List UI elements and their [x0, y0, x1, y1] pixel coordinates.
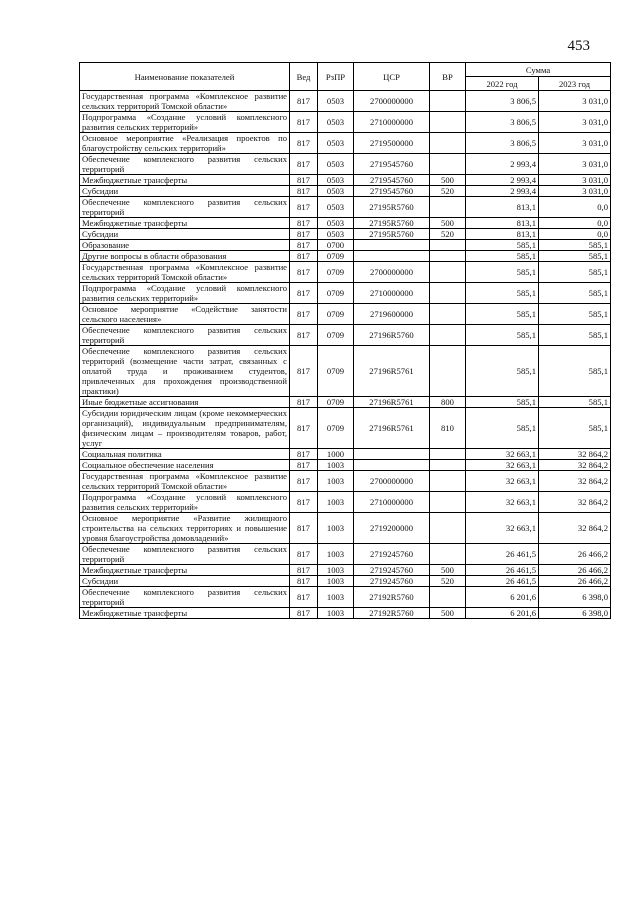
cell-2022: 585,1: [466, 397, 539, 408]
cell-2023: 0,0: [539, 229, 611, 240]
cell-ved: 817: [290, 576, 318, 587]
cell-2022: 2 993,4: [466, 175, 539, 186]
cell-name: Основное мероприятие «Развитие жилищного строительства на сельских территориях и повышение уровня благоустройства домовладений»: [80, 513, 290, 544]
cell-2023: 3 031,0: [539, 112, 611, 133]
cell-ved: 817: [290, 283, 318, 304]
cell-2023: 26 466,2: [539, 544, 611, 565]
cell-rzpr: 0709: [318, 408, 354, 449]
cell-2023: 585,1: [539, 283, 611, 304]
table-row: [80, 240, 611, 251]
cell-csr: 2719600000: [354, 304, 430, 325]
cell-2023: 26 466,2: [539, 565, 611, 576]
cell-csr: 2700000000: [354, 262, 430, 283]
cell-csr: 2710000000: [354, 492, 430, 513]
table-row: [80, 229, 611, 240]
cell-2022: 26 461,5: [466, 544, 539, 565]
cell-name: Социальная политика: [80, 449, 290, 460]
cell-csr: 27196R5761: [354, 397, 430, 408]
cell-vr: [430, 262, 466, 283]
cell-csr: 27192R5760: [354, 608, 430, 619]
budget-table: [79, 62, 611, 619]
cell-ved: 817: [290, 112, 318, 133]
cell-csr: 2700000000: [354, 471, 430, 492]
cell-2023: 3 031,0: [539, 186, 611, 197]
cell-2023: 32 864,2: [539, 460, 611, 471]
table-row: [80, 397, 611, 408]
cell-rzpr: 1003: [318, 544, 354, 565]
cell-vr: [430, 240, 466, 251]
cell-ved: 817: [290, 304, 318, 325]
cell-2022: 32 663,1: [466, 492, 539, 513]
cell-2022: 585,1: [466, 240, 539, 251]
cell-ved: 817: [290, 251, 318, 262]
cell-ved: 817: [290, 449, 318, 460]
cell-ved: 817: [290, 240, 318, 251]
cell-2023: 0,0: [539, 197, 611, 218]
cell-2023: 32 864,2: [539, 471, 611, 492]
cell-csr: [354, 240, 430, 251]
table-row: [80, 304, 611, 325]
cell-2023: 32 864,2: [539, 513, 611, 544]
table-row: [80, 576, 611, 587]
cell-rzpr: 0709: [318, 304, 354, 325]
cell-name: Обеспечение комплексного развития сельских территорий: [80, 544, 290, 565]
cell-rzpr: 1003: [318, 513, 354, 544]
cell-ved: 817: [290, 262, 318, 283]
header-vr: ВР: [430, 63, 466, 91]
table-row: [80, 91, 611, 112]
cell-2022: 32 663,1: [466, 513, 539, 544]
cell-2023: 26 466,2: [539, 576, 611, 587]
cell-vr: 500: [430, 218, 466, 229]
cell-ved: 817: [290, 133, 318, 154]
cell-ved: 817: [290, 346, 318, 397]
cell-ved: 817: [290, 608, 318, 619]
cell-2023: 585,1: [539, 397, 611, 408]
table-row: [80, 218, 611, 229]
cell-name: Основное мероприятие «Реализация проектов по благоустройству сельских территорий»: [80, 133, 290, 154]
cell-name: Межбюджетные трансферты: [80, 608, 290, 619]
table-row: [80, 471, 611, 492]
cell-vr: 810: [430, 408, 466, 449]
table-row: [80, 283, 611, 304]
cell-name: Обеспечение комплексного развития сельских территорий: [80, 587, 290, 608]
table-row: [80, 565, 611, 576]
cell-2022: 26 461,5: [466, 565, 539, 576]
cell-2022: 3 806,5: [466, 112, 539, 133]
cell-2022: 813,1: [466, 218, 539, 229]
cell-2023: 585,1: [539, 251, 611, 262]
cell-rzpr: 0709: [318, 251, 354, 262]
cell-rzpr: 1003: [318, 587, 354, 608]
cell-name: Основное мероприятие «Содействие занятости сельского населения»: [80, 304, 290, 325]
cell-csr: 2710000000: [354, 112, 430, 133]
cell-ved: 817: [290, 471, 318, 492]
cell-vr: [430, 460, 466, 471]
cell-vr: 800: [430, 397, 466, 408]
header-csr: ЦСР: [354, 63, 430, 91]
cell-2022: 6 201,6: [466, 587, 539, 608]
cell-ved: 817: [290, 544, 318, 565]
cell-csr: 2719245760: [354, 565, 430, 576]
cell-2022: 813,1: [466, 197, 539, 218]
cell-ved: 817: [290, 460, 318, 471]
cell-rzpr: 1003: [318, 492, 354, 513]
cell-name: Подпрограмма «Создание условий комплексного развития сельских территорий»: [80, 283, 290, 304]
cell-2022: 6 201,6: [466, 608, 539, 619]
table-row: [80, 513, 611, 544]
cell-2022: 32 663,1: [466, 471, 539, 492]
table-row: [80, 608, 611, 619]
cell-2023: 32 864,2: [539, 449, 611, 460]
cell-ved: 817: [290, 565, 318, 576]
cell-name: Субсидии юридическим лицам (кроме некоммерческих организаций), индивидуальным предпринимателям, физическим лицам – производителям товаров, работ, услуг: [80, 408, 290, 449]
cell-csr: [354, 251, 430, 262]
cell-ved: 817: [290, 408, 318, 449]
cell-csr: 2719245760: [354, 544, 430, 565]
cell-2023: 585,1: [539, 346, 611, 397]
table-row: [80, 325, 611, 346]
cell-name: Государственная программа «Комплексное развитие сельских территорий Томской области»: [80, 471, 290, 492]
cell-csr: [354, 460, 430, 471]
cell-vr: [430, 112, 466, 133]
cell-rzpr: 0503: [318, 91, 354, 112]
cell-name: Межбюджетные трансферты: [80, 565, 290, 576]
cell-name: Государственная программа «Комплексное развитие сельских территорий Томской области»: [80, 91, 290, 112]
cell-ved: 817: [290, 91, 318, 112]
table-row: [80, 449, 611, 460]
cell-2022: 3 806,5: [466, 133, 539, 154]
cell-name: Субсидии: [80, 576, 290, 587]
cell-vr: [430, 513, 466, 544]
cell-csr: 2719545760: [354, 186, 430, 197]
cell-2023: 585,1: [539, 304, 611, 325]
table-row: [80, 186, 611, 197]
table-row: [80, 587, 611, 608]
cell-2023: 585,1: [539, 240, 611, 251]
cell-2022: 585,1: [466, 283, 539, 304]
table-row: [80, 197, 611, 218]
cell-vr: [430, 587, 466, 608]
cell-rzpr: 0503: [318, 112, 354, 133]
cell-ved: 817: [290, 186, 318, 197]
header-2023: 2023 год: [539, 77, 611, 91]
cell-2023: 3 031,0: [539, 154, 611, 175]
cell-rzpr: 1003: [318, 460, 354, 471]
table-row: [80, 262, 611, 283]
cell-rzpr: 0503: [318, 218, 354, 229]
cell-name: Социальное обеспечение населения: [80, 460, 290, 471]
cell-2023: 0,0: [539, 218, 611, 229]
cell-2023: 3 031,0: [539, 133, 611, 154]
cell-2023: 585,1: [539, 262, 611, 283]
cell-name: Государственная программа «Комплексное развитие сельских территорий Томской области»: [80, 262, 290, 283]
table-row: [80, 133, 611, 154]
cell-csr: 27195R5760: [354, 218, 430, 229]
cell-vr: [430, 346, 466, 397]
cell-2022: 3 806,5: [466, 91, 539, 112]
header-row: [80, 63, 611, 77]
cell-name: Обеспечение комплексного развития сельских территорий (возмещение части затрат, связанных с оплатой труда и проживанием студентов, привлеченных для прохождения производственной практики): [80, 346, 290, 397]
cell-rzpr: 1003: [318, 576, 354, 587]
cell-ved: 817: [290, 325, 318, 346]
cell-vr: [430, 91, 466, 112]
page-number: 453: [567, 38, 590, 54]
cell-csr: 2719200000: [354, 513, 430, 544]
cell-2022: 32 663,1: [466, 449, 539, 460]
header-2022: 2022 год: [466, 77, 539, 91]
cell-vr: 500: [430, 608, 466, 619]
cell-name: Иные бюджетные ассигнования: [80, 397, 290, 408]
cell-rzpr: 0709: [318, 325, 354, 346]
header-ved: Вед: [290, 63, 318, 91]
cell-rzpr: 0503: [318, 197, 354, 218]
cell-ved: 817: [290, 154, 318, 175]
cell-rzpr: 1000: [318, 449, 354, 460]
cell-name: Межбюджетные трансферты: [80, 175, 290, 186]
cell-rzpr: 0709: [318, 397, 354, 408]
cell-csr: 27195R5760: [354, 229, 430, 240]
cell-vr: [430, 251, 466, 262]
cell-rzpr: 0709: [318, 262, 354, 283]
cell-vr: [430, 492, 466, 513]
cell-name: Субсидии: [80, 186, 290, 197]
cell-vr: 520: [430, 186, 466, 197]
cell-rzpr: 0503: [318, 229, 354, 240]
cell-2023: 585,1: [539, 325, 611, 346]
cell-vr: [430, 133, 466, 154]
cell-ved: 817: [290, 229, 318, 240]
cell-ved: 817: [290, 218, 318, 229]
cell-2022: 585,1: [466, 325, 539, 346]
cell-vr: [430, 449, 466, 460]
table-body: [80, 91, 611, 619]
cell-name: Субсидии: [80, 229, 290, 240]
table-row: [80, 154, 611, 175]
cell-2022: 585,1: [466, 262, 539, 283]
cell-vr: [430, 197, 466, 218]
cell-ved: 817: [290, 492, 318, 513]
cell-rzpr: 0503: [318, 133, 354, 154]
table-row: [80, 544, 611, 565]
table-row: [80, 346, 611, 397]
cell-ved: 817: [290, 175, 318, 186]
cell-rzpr: 1003: [318, 471, 354, 492]
cell-vr: [430, 283, 466, 304]
cell-2022: 813,1: [466, 229, 539, 240]
table-row: [80, 251, 611, 262]
cell-csr: 27196R5761: [354, 408, 430, 449]
cell-rzpr: 1003: [318, 565, 354, 576]
cell-name: Обеспечение комплексного развития сельских территорий: [80, 154, 290, 175]
cell-2022: 585,1: [466, 251, 539, 262]
cell-rzpr: 0709: [318, 283, 354, 304]
cell-vr: [430, 304, 466, 325]
cell-csr: 2700000000: [354, 91, 430, 112]
table-row: [80, 492, 611, 513]
cell-rzpr: 0503: [318, 175, 354, 186]
cell-2023: 3 031,0: [539, 91, 611, 112]
cell-rzpr: 0503: [318, 186, 354, 197]
cell-rzpr: 0709: [318, 346, 354, 397]
table-row: [80, 112, 611, 133]
cell-rzpr: 0503: [318, 154, 354, 175]
cell-vr: 500: [430, 175, 466, 186]
cell-name: Другие вопросы в области образования: [80, 251, 290, 262]
cell-csr: 27192R5760: [354, 587, 430, 608]
header-sum: Сумма: [466, 63, 611, 77]
cell-2022: 26 461,5: [466, 576, 539, 587]
cell-vr: 520: [430, 229, 466, 240]
cell-name: Обеспечение комплексного развития сельских территорий: [80, 325, 290, 346]
cell-csr: [354, 449, 430, 460]
cell-name: Подпрограмма «Создание условий комплексного развития сельских территорий»: [80, 492, 290, 513]
header-name: Наименование показателей: [80, 63, 290, 91]
cell-csr: 27196R5761: [354, 346, 430, 397]
cell-name: Межбюджетные трансферты: [80, 218, 290, 229]
header-rzpr: РзПР: [318, 63, 354, 91]
cell-vr: 520: [430, 576, 466, 587]
table-row: [80, 175, 611, 186]
cell-2022: 585,1: [466, 304, 539, 325]
cell-ved: 817: [290, 513, 318, 544]
cell-vr: 500: [430, 565, 466, 576]
cell-vr: [430, 325, 466, 346]
cell-2023: 6 398,0: [539, 608, 611, 619]
cell-2022: 32 663,1: [466, 460, 539, 471]
cell-ved: 817: [290, 197, 318, 218]
cell-ved: 817: [290, 587, 318, 608]
cell-2022: 585,1: [466, 346, 539, 397]
cell-csr: 2719545760: [354, 154, 430, 175]
cell-rzpr: 0700: [318, 240, 354, 251]
cell-vr: [430, 154, 466, 175]
table-row: [80, 460, 611, 471]
cell-csr: 27196R5760: [354, 325, 430, 346]
cell-rzpr: 1003: [318, 608, 354, 619]
cell-2023: 3 031,0: [539, 175, 611, 186]
cell-csr: 2710000000: [354, 283, 430, 304]
cell-name: Подпрограмма «Создание условий комплексного развития сельских территорий»: [80, 112, 290, 133]
cell-csr: 2719545760: [354, 175, 430, 186]
cell-csr: 2719245760: [354, 576, 430, 587]
cell-2023: 6 398,0: [539, 587, 611, 608]
cell-csr: 27195R5760: [354, 197, 430, 218]
cell-csr: 2719500000: [354, 133, 430, 154]
cell-ved: 817: [290, 397, 318, 408]
cell-vr: [430, 544, 466, 565]
cell-name: Образование: [80, 240, 290, 251]
cell-2022: 2 993,4: [466, 154, 539, 175]
cell-2022: 585,1: [466, 408, 539, 449]
table-row: [80, 408, 611, 449]
cell-2022: 2 993,4: [466, 186, 539, 197]
cell-vr: [430, 471, 466, 492]
cell-name: Обеспечение комплексного развития сельских территорий: [80, 197, 290, 218]
cell-2023: 585,1: [539, 408, 611, 449]
cell-2023: 32 864,2: [539, 492, 611, 513]
